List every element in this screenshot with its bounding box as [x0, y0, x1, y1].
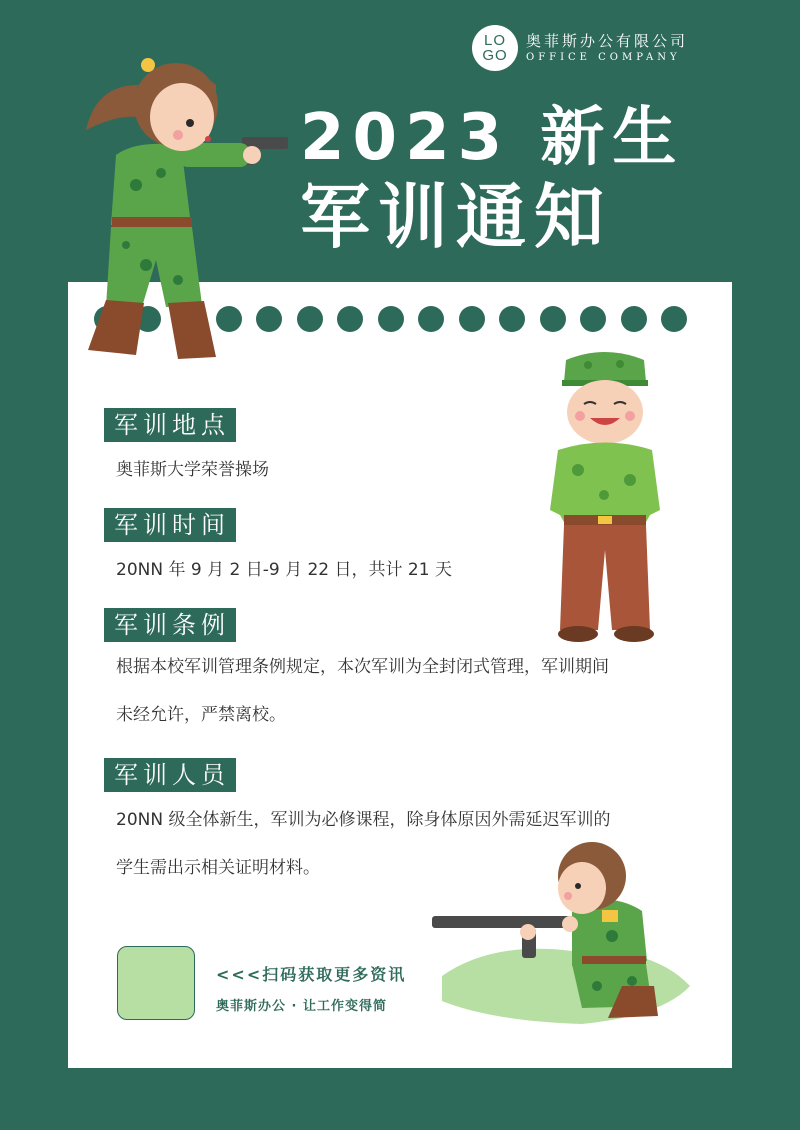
qr-caption: <<<扫码获取更多资讯	[216, 965, 407, 984]
logo-line2: GO	[482, 47, 508, 64]
section-text-time	[116, 546, 676, 594]
section-text-line: 未经允许，严禁离校。	[116, 705, 286, 725]
section-text-personnel	[116, 796, 676, 892]
girl-soldier-pistol-illustration	[66, 45, 306, 365]
section-text-location	[116, 446, 676, 494]
section-text-line: 20NN 级全体新生，军训为必修课程，除身体原因外需延迟军训的	[116, 810, 611, 830]
section-text-rules	[116, 643, 676, 739]
section-text-line: 学生需出示相关证明材料。	[116, 858, 320, 878]
title-line2: 军训通知	[300, 176, 612, 258]
company-logo	[472, 25, 688, 71]
section-text-line: 奥菲斯大学荣誉操场	[116, 460, 269, 480]
boy-soldier-standing-illustration	[538, 350, 673, 645]
logo-badge	[472, 25, 518, 71]
section-label-time: 军训时间	[104, 508, 236, 542]
company-name-en: OFFICE COMPANY	[526, 52, 681, 63]
section-text-line: 根据本校军训管理条例规定，本次军训为全封闭式管理，军训期间	[116, 657, 609, 677]
qr-code-placeholder[interactable]	[117, 946, 195, 1020]
section-label-rules: 军训条例	[104, 608, 236, 642]
company-name-cn: 奥菲斯办公有限公司	[526, 32, 689, 50]
qr-slogan: 奥菲斯办公 · 让工作变得简	[216, 999, 387, 1014]
section-text-line: 20NN 年 9 月 2 日-9 月 22 日，共计 21 天	[116, 560, 452, 580]
section-label-location: 军训地点	[104, 408, 236, 442]
logo-line1: LO	[483, 32, 506, 49]
section-label-personnel: 军训人员	[104, 758, 236, 792]
title-line1: 2023 新生	[300, 101, 685, 175]
